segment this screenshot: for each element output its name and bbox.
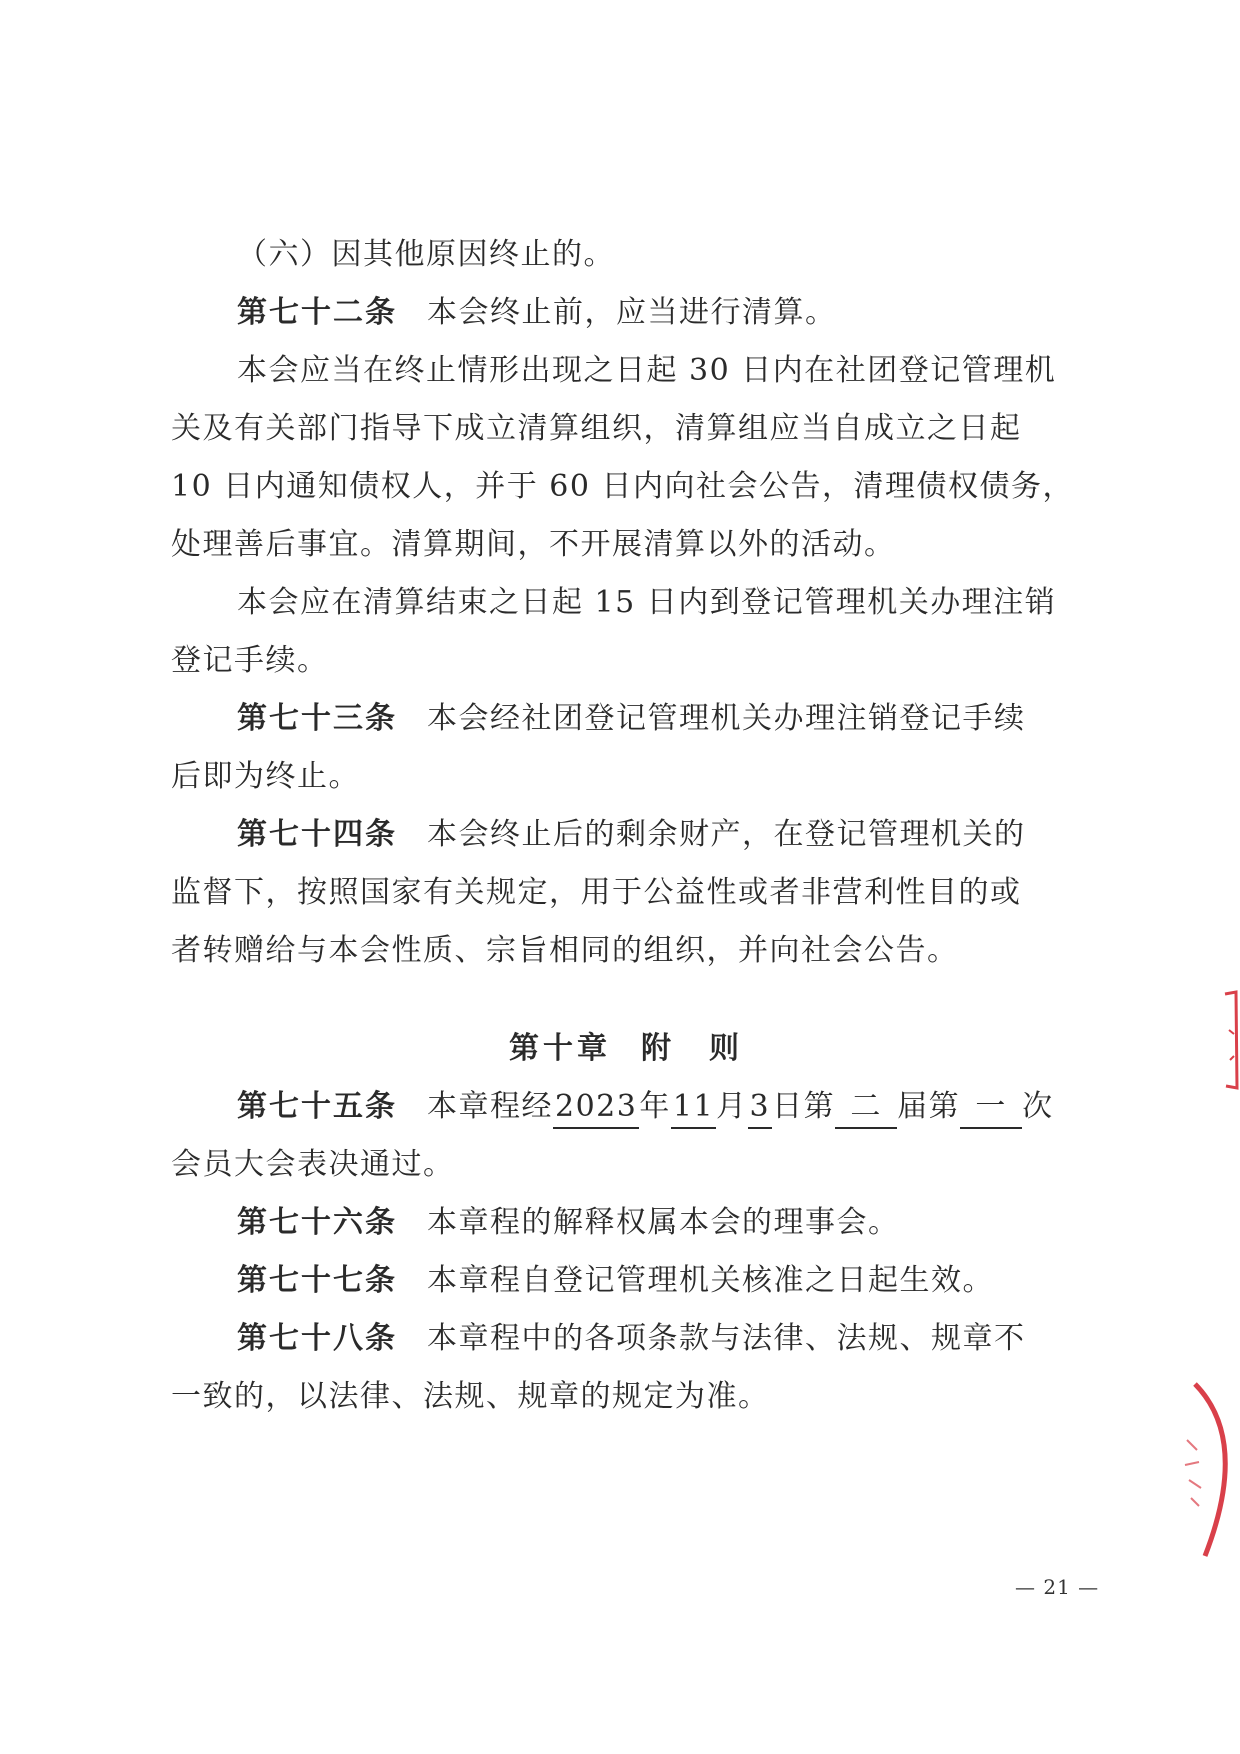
article-74-heading-line [171, 806, 1081, 864]
article-74-label: 第七十四条 [237, 817, 397, 852]
seal-stamp-edge [1222, 990, 1240, 1090]
line-text: 后即为终止。 [171, 759, 360, 794]
line-text: （六）因其他原因终止的。 [237, 237, 615, 272]
line-text: 一致的，以法律、法规、规章的规定为准。 [171, 1379, 770, 1414]
paragraph-line [171, 458, 1081, 516]
paragraph-line [171, 342, 1081, 400]
paragraph-line [171, 400, 1081, 458]
line-text: 登记手续。 [171, 643, 329, 678]
day-unit: 日第 [772, 1089, 836, 1124]
adoption-year-field: 2023 [553, 1087, 639, 1129]
line-text: 会员大会表决通过。 [171, 1147, 455, 1182]
year-unit: 年 [639, 1089, 671, 1124]
session-unit: 届第 [897, 1089, 961, 1124]
session-field: 二 [835, 1087, 897, 1129]
line-text: 本会终止后的剩余财产，在登记管理机关的 [427, 817, 1026, 852]
article-75-prefix: 本章程经 [427, 1089, 553, 1124]
seal-stamp-partial [1175, 1380, 1240, 1560]
line-text: 本章程的解释权属本会的理事会。 [427, 1205, 900, 1240]
line-text: 本会应在清算结束之日起 15 日内到登记管理机关办理注销 [237, 585, 1057, 620]
article-72-heading-line [171, 284, 1081, 342]
paragraph-line [171, 516, 1081, 574]
article-77-heading-line [171, 1252, 1081, 1310]
adoption-day-field: 3 [748, 1087, 773, 1129]
meeting-field: 一 [960, 1087, 1022, 1129]
chapter-name: 附 则 [641, 1031, 743, 1066]
line-text: 监督下，按照国家有关规定，用于公益性或者非营利性目的或 [171, 875, 1022, 910]
line-text: 者转赠给与本会性质、宗旨相同的组织，并向社会公告。 [171, 933, 959, 968]
article-77-label: 第七十七条 [237, 1263, 397, 1298]
article-78-heading-line [171, 1310, 1081, 1368]
paragraph-line [171, 574, 1081, 632]
line-text: 本会终止前，应当进行清算。 [427, 295, 837, 330]
article-72-label: 第七十二条 [237, 295, 397, 330]
article-76-heading-line [171, 1194, 1081, 1252]
paragraph-line [171, 748, 1081, 806]
paragraph-line [171, 226, 1081, 284]
article-76-label: 第七十六条 [237, 1205, 397, 1240]
article-75-heading-line [171, 1078, 1081, 1136]
line-text: 本会经社团登记管理机关办理注销登记手续 [427, 701, 1026, 736]
article-78-label: 第七十八条 [237, 1321, 397, 1356]
article-73-label: 第七十三条 [237, 701, 397, 736]
paragraph-line [171, 922, 1081, 980]
article-73-heading-line [171, 690, 1081, 748]
chapter-heading [171, 1020, 1081, 1078]
document-body [171, 226, 1081, 1426]
paragraph-line [171, 1368, 1081, 1426]
line-text: 处理善后事宜。清算期间，不开展清算以外的活动。 [171, 527, 896, 562]
paragraph-line [171, 632, 1081, 690]
line-text: 关及有关部门指导下成立清算组织，清算组应当自成立之日起 [171, 411, 1022, 446]
article-75-label: 第七十五条 [237, 1089, 397, 1124]
line-text: 本章程中的各项条款与法律、法规、规章不 [427, 1321, 1026, 1356]
chapter-number: 第十章 [509, 1031, 611, 1066]
page-number: — 21 — [1015, 1575, 1100, 1599]
adoption-month-field: 11 [671, 1087, 716, 1129]
line-text: 本会应当在终止情形出现之日起 30 日内在社团登记管理机 [237, 353, 1057, 388]
line-text: 本章程自登记管理机关核准之日起生效。 [427, 1263, 994, 1298]
meeting-unit: 次 [1022, 1089, 1054, 1124]
paragraph-line [171, 864, 1081, 922]
paragraph-line [171, 1136, 1081, 1194]
line-text: 10 日内通知债权人，并于 60 日内向社会公告，清理债权债务， [171, 469, 1074, 504]
month-unit: 月 [716, 1089, 748, 1124]
